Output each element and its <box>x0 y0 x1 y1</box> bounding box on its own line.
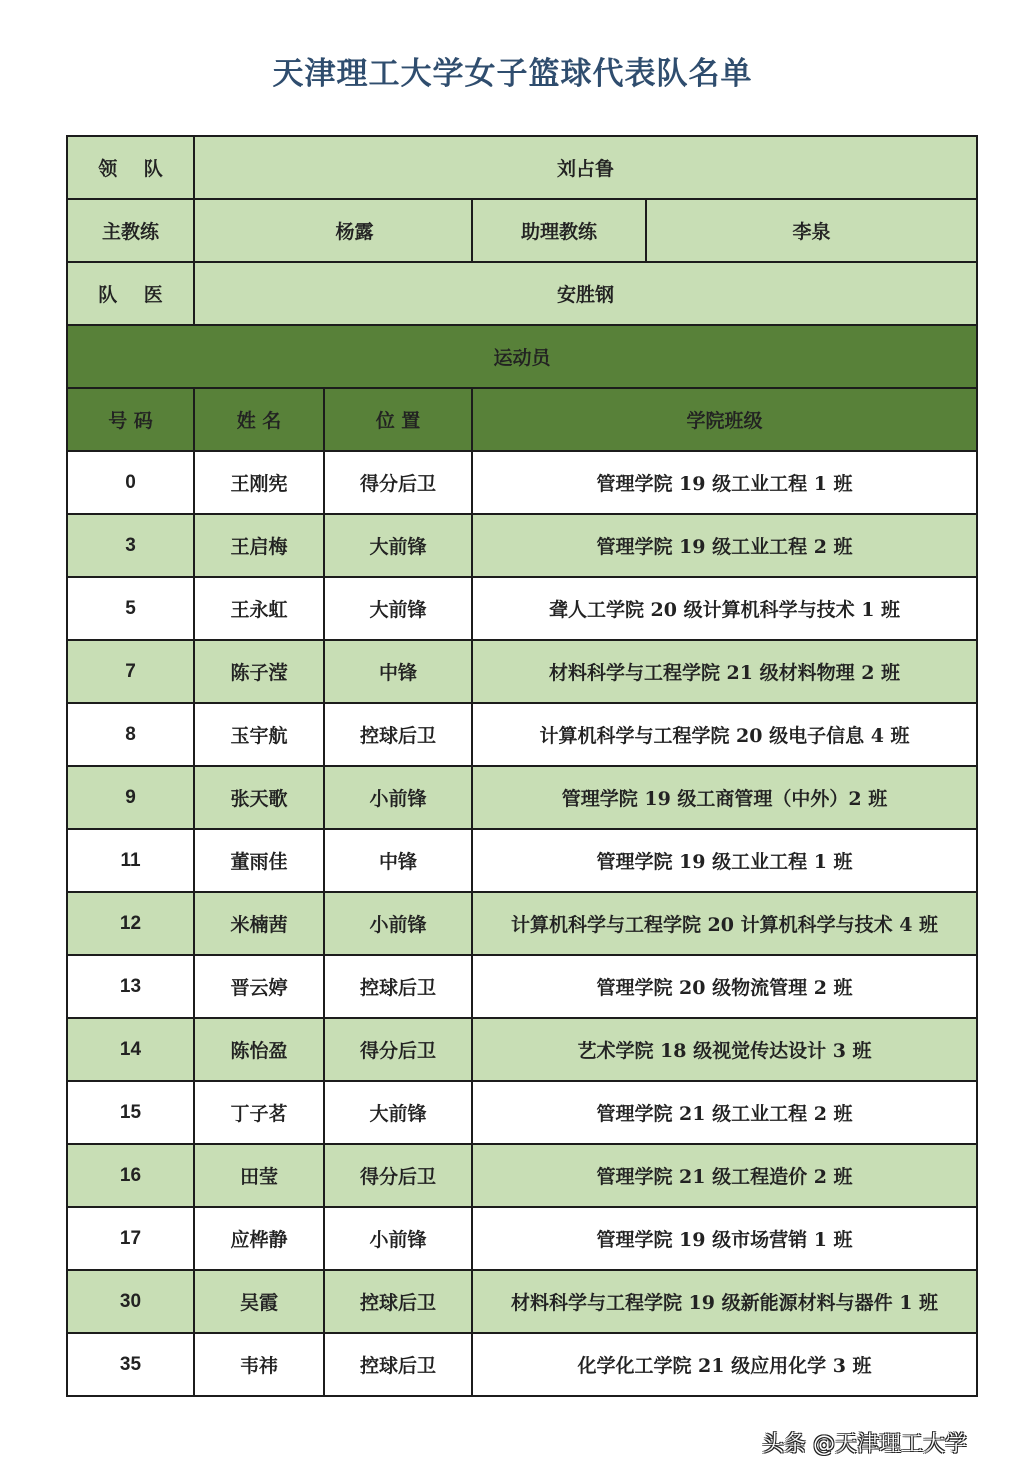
leader-label: 领 队 <box>67 136 194 199</box>
player-number: 30 <box>67 1270 194 1333</box>
player-college-class: 管理学院 19 级工业工程 2 班 <box>472 514 977 577</box>
player-name: 张天歌 <box>194 766 324 829</box>
player-position: 得分后卫 <box>324 1144 472 1207</box>
player-position: 控球后卫 <box>324 703 472 766</box>
player-number: 5 <box>67 577 194 640</box>
player-name: 陈子滢 <box>194 640 324 703</box>
table-row <box>67 514 977 577</box>
player-name: 晋云婷 <box>194 955 324 1018</box>
player-number: 7 <box>67 640 194 703</box>
player-number: 17 <box>67 1207 194 1270</box>
head-coach-label: 主教练 <box>67 199 194 262</box>
player-position: 中锋 <box>324 829 472 892</box>
column-header-position: 位 置 <box>324 388 472 451</box>
player-college-class: 管理学院 20 级物流管理 2 班 <box>472 955 977 1018</box>
player-name: 董雨佳 <box>194 829 324 892</box>
head-coach-name <box>194 199 472 262</box>
column-header-number: 号 码 <box>67 388 194 451</box>
table-row <box>67 577 977 640</box>
column-header-name: 姓 名 <box>194 388 324 451</box>
player-number: 15 <box>67 1081 194 1144</box>
player-college-class: 材料科学与工程学院 21 级材料物理 2 班 <box>472 640 977 703</box>
table-row <box>67 892 977 955</box>
doctor-label: 队 医 <box>67 262 194 325</box>
athletes-section-label: 运动员 <box>67 325 977 388</box>
player-name: 韦祎 <box>194 1333 324 1396</box>
table-row <box>67 955 977 1018</box>
player-college-class: 管理学院 19 级工业工程 1 班 <box>472 829 977 892</box>
player-college-class: 计算机科学与工程学院 20 计算机科学与技术 4 班 <box>472 892 977 955</box>
table-row <box>67 640 977 703</box>
player-number: 9 <box>67 766 194 829</box>
player-number: 8 <box>67 703 194 766</box>
player-number: 13 <box>67 955 194 1018</box>
table-row <box>67 1207 977 1270</box>
player-number: 0 <box>67 451 194 514</box>
player-position: 控球后卫 <box>324 955 472 1018</box>
table-row <box>67 703 977 766</box>
table-row <box>67 1333 977 1396</box>
table-row <box>67 829 977 892</box>
player-number: 3 <box>67 514 194 577</box>
doctor-row <box>67 262 977 325</box>
assistant-coach-label: 助理教练 <box>473 200 647 261</box>
player-name: 陈怡盈 <box>194 1018 324 1081</box>
player-position: 控球后卫 <box>324 1333 472 1396</box>
table-row <box>67 1018 977 1081</box>
player-name: 王刚宪 <box>194 451 324 514</box>
table-row <box>67 1270 977 1333</box>
player-college-class: 管理学院 21 级工业工程 2 班 <box>472 1081 977 1144</box>
player-position: 小前锋 <box>324 892 472 955</box>
player-name: 玉宇航 <box>194 703 324 766</box>
table-header-row <box>67 388 977 451</box>
athletes-section-row <box>67 325 977 388</box>
column-header-college-class: 学院班级 <box>472 388 977 451</box>
table-row <box>67 766 977 829</box>
table-row <box>67 1144 977 1207</box>
player-position: 大前锋 <box>324 514 472 577</box>
player-number: 14 <box>67 1018 194 1081</box>
player-position: 得分后卫 <box>324 1018 472 1081</box>
roster-table <box>66 135 978 1397</box>
player-position: 中锋 <box>324 640 472 703</box>
assistant-coach-cell <box>472 199 977 262</box>
player-college-class: 艺术学院 18 级视觉传达设计 3 班 <box>472 1018 977 1081</box>
player-position: 控球后卫 <box>324 1270 472 1333</box>
player-name: 应桦静 <box>194 1207 324 1270</box>
document-title: 天津理工大学女子篮球代表队名单 <box>272 56 753 92</box>
player-name: 田莹 <box>194 1144 324 1207</box>
player-college-class: 化学化工学院 21 级应用化学 3 班 <box>472 1333 977 1396</box>
player-position: 小前锋 <box>324 766 472 829</box>
player-name: 王启梅 <box>194 514 324 577</box>
player-college-class: 管理学院 19 级工业工程 1 班 <box>472 451 977 514</box>
doctor-name: 安胜钢 <box>194 262 977 325</box>
player-name: 丁子茗 <box>194 1081 324 1144</box>
player-number: 16 <box>67 1144 194 1207</box>
head-coach-name-text: 杨露 <box>335 221 374 243</box>
player-number: 11 <box>67 829 194 892</box>
player-name: 王永虹 <box>194 577 324 640</box>
player-college-class: 管理学院 19 级工商管理（中外）2 班 <box>472 766 977 829</box>
leader-name: 刘占鲁 <box>194 136 977 199</box>
leader-row <box>67 136 977 199</box>
table-row <box>67 1081 977 1144</box>
player-college-class: 材料科学与工程学院 19 级新能源材料与器件 1 班 <box>472 1270 977 1333</box>
player-number: 35 <box>67 1333 194 1396</box>
player-number: 12 <box>67 892 194 955</box>
player-name: 米楠茜 <box>194 892 324 955</box>
coach-row <box>67 199 977 262</box>
player-position: 大前锋 <box>324 577 472 640</box>
watermark: 头条 @天津理工大学 <box>762 1432 967 1457</box>
player-position: 得分后卫 <box>324 451 472 514</box>
player-college-class: 管理学院 19 级市场营销 1 班 <box>472 1207 977 1270</box>
player-college-class: 计算机科学与工程学院 20 级电子信息 4 班 <box>472 703 977 766</box>
player-position: 小前锋 <box>324 1207 472 1270</box>
assistant-coach-name: 李泉 <box>792 221 831 243</box>
player-college-class: 聋人工学院 20 级计算机科学与技术 1 班 <box>472 577 977 640</box>
player-position: 大前锋 <box>324 1081 472 1144</box>
player-college-class: 管理学院 21 级工程造价 2 班 <box>472 1144 977 1207</box>
player-name: 吴霞 <box>194 1270 324 1333</box>
table-row <box>67 451 977 514</box>
